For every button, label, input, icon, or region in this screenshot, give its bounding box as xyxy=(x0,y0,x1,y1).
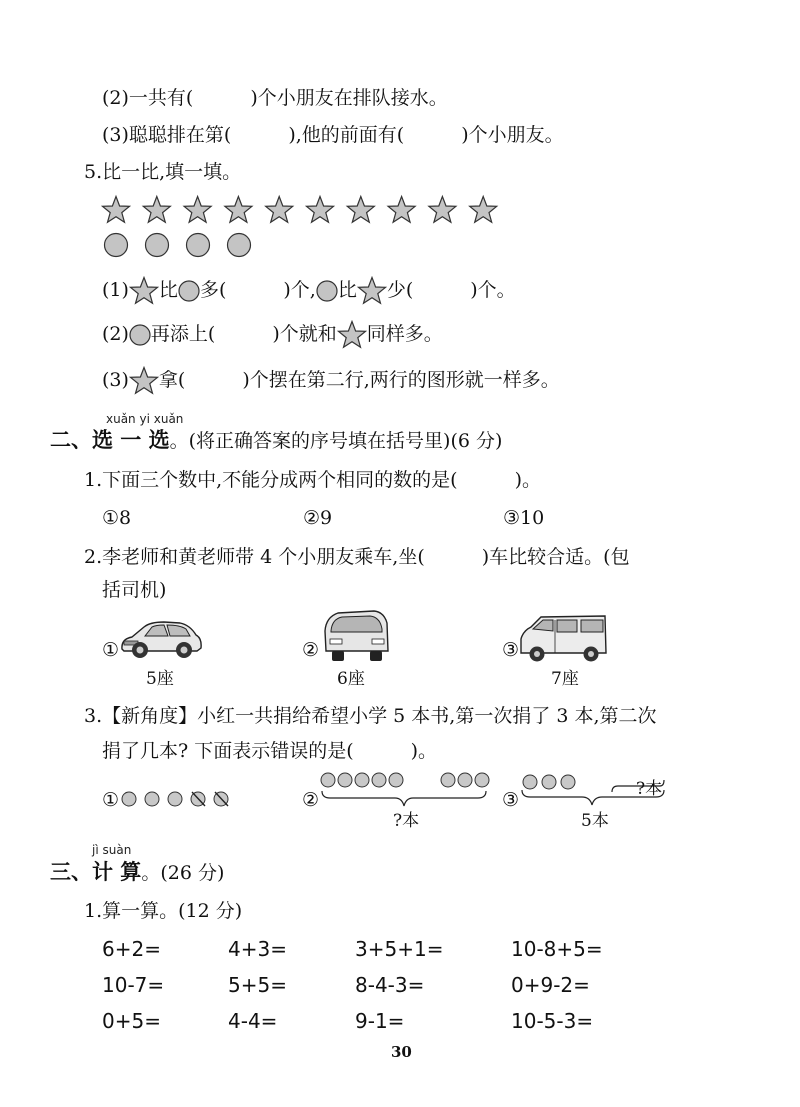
circle-1 xyxy=(105,234,128,257)
s3-sub1: 1.算一算。(12 分) xyxy=(84,900,243,922)
calc-r2c1: 10-7= xyxy=(102,973,165,997)
q5-sub3-b: 拿( )个摆在第二行,两行的图形就一样多。 xyxy=(158,369,560,391)
page-number: 30 xyxy=(391,1043,412,1061)
circle-icon xyxy=(316,280,338,302)
section2-pinyin: xuǎn yi xuǎn xyxy=(106,412,184,426)
s2-q3-opt2-num: ② xyxy=(302,789,320,811)
q5-sub1 xyxy=(102,276,516,306)
star-6 xyxy=(307,197,334,223)
q5-sub1-b: 比 xyxy=(158,279,178,301)
section3-pinyin: jì suàn xyxy=(92,843,132,857)
star-7 xyxy=(347,197,374,223)
star-4 xyxy=(225,197,252,223)
s2-q2-line1: 2.李老师和黄老师带 4 个小朋友乘车,坐( )车比较合适。(包 xyxy=(84,546,630,568)
section3-header xyxy=(50,860,224,885)
s2-q2-opt2-label: 6座 xyxy=(337,669,365,689)
calc-r2c3: 8-4-3= xyxy=(355,973,425,997)
circle-3 xyxy=(187,234,210,257)
s2-q2-opt3-label: 7座 xyxy=(551,669,579,689)
calc-r1c4: 10-8+5= xyxy=(511,937,603,961)
star-10 xyxy=(470,197,497,223)
calc-r3c4: 10-5-3= xyxy=(511,1009,594,1033)
star-icon xyxy=(129,276,159,306)
crossed-circles-diagram xyxy=(120,788,236,810)
calc-r3c2: 4-4= xyxy=(228,1009,278,1033)
s2-q2-opt3-num: ③ xyxy=(502,639,520,661)
star-5 xyxy=(266,197,293,223)
section2-note: 。(将正确答案的序号填在括号里)(6 分) xyxy=(169,430,503,452)
section3-note: 。(26 分) xyxy=(141,862,225,884)
s2-q3-line2: 捐了几本? 下面表示错误的是( )。 xyxy=(102,740,438,762)
q5-sub2-c: 同样多。 xyxy=(366,323,443,345)
circle-2 xyxy=(146,234,169,257)
q4-sub2: (2)一共有( )个小朋友在排队接水。 xyxy=(102,87,448,109)
q5-sub3 xyxy=(102,366,560,396)
minivan-icon xyxy=(320,607,392,663)
star-9 xyxy=(429,197,456,223)
q5-sub1-c: 多( )个, xyxy=(199,279,316,301)
s2-q1-opt1: ①8 xyxy=(102,507,132,529)
s2-q3-opt2-label: ?本 xyxy=(393,811,420,831)
q5-sub1-d: 比 xyxy=(337,279,357,301)
s2-q1-opt2: ②9 xyxy=(303,507,333,529)
q5-sub2-b: 再添上( )个就和 xyxy=(150,323,337,345)
circle-icon xyxy=(129,324,151,346)
s2-q1-opt3: ③10 xyxy=(503,507,545,529)
star-icon xyxy=(357,276,387,306)
star-1 xyxy=(103,197,130,223)
star-2 xyxy=(143,197,170,223)
calc-r3c1: 0+5= xyxy=(102,1009,161,1033)
calc-r1c3: 3+5+1= xyxy=(355,937,444,961)
s2-q3-opt1-num: ① xyxy=(102,789,120,811)
q5-sub1-num: (1) xyxy=(102,279,129,301)
q4-sub3: (3)聪聪排在第( ),他的前面有( )个小朋友。 xyxy=(102,124,564,146)
calc-r2c2: 5+5= xyxy=(228,973,287,997)
s2-q2-opt1-label: 5座 xyxy=(146,669,174,689)
q5-sub1-e: 少( )个。 xyxy=(386,279,516,301)
calc-r2c4: 0+9-2= xyxy=(511,973,590,997)
s2-q2-line2: 括司机) xyxy=(102,579,167,601)
calc-r1c1: 6+2= xyxy=(102,937,161,961)
q5-sub2-num: (2) xyxy=(102,323,129,345)
star-8 xyxy=(388,197,415,223)
section3-title: 三、计 算 xyxy=(50,859,142,884)
sedan-car-icon xyxy=(118,613,204,661)
s2-q2-opt1-num: ① xyxy=(102,639,120,661)
section2-header xyxy=(50,428,502,453)
circle-4 xyxy=(228,234,251,257)
circle-icon xyxy=(178,280,200,302)
star-3 xyxy=(184,197,211,223)
s2-q3-opt3-top: ?本 xyxy=(636,779,663,799)
star-icon xyxy=(337,320,367,350)
calc-r3c3: 9-1= xyxy=(355,1009,405,1033)
q5-sub3-num: (3) xyxy=(102,369,129,391)
s2-q3-opt3-bottom: 5本 xyxy=(581,811,609,831)
circle-row xyxy=(100,230,270,260)
s2-q1-text: 1.下面三个数中,不能分成两个相同的数的是( )。 xyxy=(84,469,541,491)
star-icon xyxy=(129,366,159,396)
van-icon xyxy=(517,611,609,663)
star-row xyxy=(100,193,510,229)
s2-q3-line1: 3.【新角度】小红一共捐给希望小学 5 本书,第一次捐了 3 本,第二次 xyxy=(84,705,657,727)
q5-sub2 xyxy=(102,320,443,350)
calc-r1c2: 4+3= xyxy=(228,937,287,961)
s2-q2-opt2-num: ② xyxy=(302,639,320,661)
q5-title: 5.比一比,填一填。 xyxy=(84,161,242,183)
section2-title: 二、选 一 选 xyxy=(50,427,170,452)
s2-q3-opt3-num: ③ xyxy=(502,789,520,811)
